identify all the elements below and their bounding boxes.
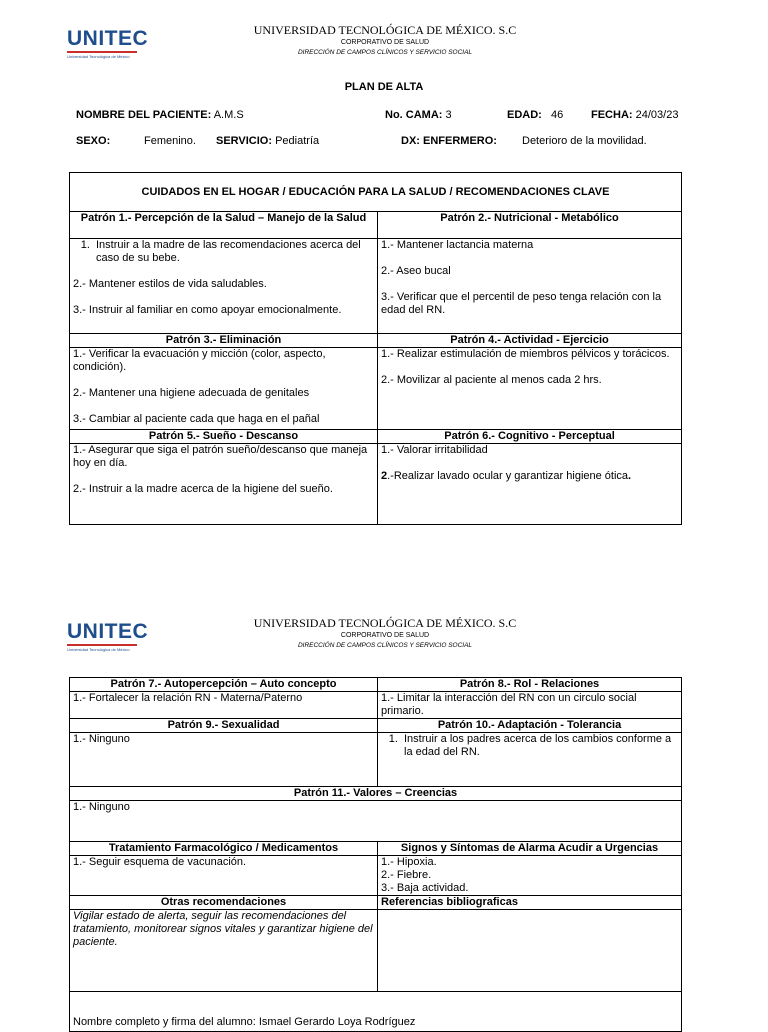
bed-field <box>385 109 452 121</box>
pattern-2-item-2: 2.- Aseo bucal <box>381 265 451 277</box>
alarm-signs-title: Signos y Síntomas de Alarma Acudir a Urgencias <box>378 842 682 856</box>
sex-value-field <box>144 135 196 147</box>
pattern-6-content <box>378 444 682 525</box>
age-value: 46 <box>551 109 564 121</box>
pattern-11-item-1: 1.- Ninguno <box>73 801 130 813</box>
pattern-6-item-2-number: 2 <box>381 470 388 482</box>
dx-label-field <box>401 135 497 147</box>
logo-subtitle: Universidad Tecnológica de México <box>67 54 130 59</box>
pattern-3-item-3: 3.- Cambiar al paciente cada que haga en el pañal <box>73 413 320 425</box>
pattern-4-item-1: 1.- Realizar estimulación de miembros pélvicos y torácicos. <box>381 348 670 360</box>
pattern-5-item-2: 2.- Instruir a la madre acerca de la higiene del sueño. <box>73 483 333 495</box>
bed-label: No. CAMA: <box>385 109 443 121</box>
care-plan-table <box>69 172 682 525</box>
direction-name: DIRECCIÓN DE CAMPOS CLÍNICOS Y SERVICIO SOCIAL <box>297 642 473 649</box>
pattern-8-title: Patrón 8.- Rol - Relaciones <box>378 678 682 692</box>
pattern-10-title: Patrón 10.- Adaptación - Tolerancia <box>378 719 682 733</box>
references-content <box>378 910 682 992</box>
pattern-10-content <box>378 733 682 787</box>
pattern-1-content <box>70 239 378 334</box>
pattern-1-item-1: 1. Instruir a la madre de las recomendaciones acerca del caso de su bebe. <box>93 239 374 265</box>
bed-value: 3 <box>445 109 452 121</box>
document-header-page-2 <box>200 616 570 650</box>
logo-wordmark: UNITEC <box>67 27 149 50</box>
pattern-7-title: Patrón 7.- Autopercepción – Auto concepto <box>70 678 378 692</box>
treatment-content <box>70 856 378 896</box>
service-label: SERVICIO: <box>216 135 273 147</box>
care-plan-table-page-2 <box>69 677 682 1032</box>
date-label: FECHA: <box>591 109 633 121</box>
pattern-4-content <box>378 348 682 430</box>
pattern-7-item-1: 1.- Fortalecer la relación RN - Materna/Paterno <box>73 692 303 704</box>
document-header <box>200 23 570 57</box>
pattern-6-item-2 <box>381 470 678 483</box>
sex-value: Femenino. <box>144 135 196 147</box>
university-name: UNIVERSIDAD TECNOLÓGICA DE MÉXICO. S.C <box>253 616 517 630</box>
treatment-title: Tratamiento Farmacológico / Medicamentos <box>70 842 378 856</box>
age-field <box>507 109 563 121</box>
dx-value-field <box>522 135 647 147</box>
pattern-1-item-2: 2.- Mantener estilos de vida saludables. <box>73 278 267 290</box>
pattern-6-item-2-end: . <box>628 470 632 482</box>
dx-value: Deterioro de la movilidad. <box>522 135 647 147</box>
other-recommendations-title: Otras recomendaciones <box>70 896 378 910</box>
pattern-9-item-1: 1.- Ninguno <box>73 733 130 745</box>
pattern-3-item-1: 1.- Verificar la evacuación y micción (color, aspecto, condición). <box>73 348 326 373</box>
pattern-7-content <box>70 692 378 719</box>
treatment-item-1: 1.- Seguir esquema de vacunación. <box>73 856 247 868</box>
patient-name-label: NOMBRE DEL PACIENTE: <box>76 109 212 121</box>
sex-label: SEXO: <box>76 135 111 147</box>
logo-wordmark: UNITEC <box>67 620 149 643</box>
sex-label-field <box>76 135 110 147</box>
university-name: UNIVERSIDAD TECNOLÓGICA DE MÉXICO. S.C <box>253 23 517 37</box>
service-value: Pediatría <box>275 135 320 147</box>
pattern-3-content <box>70 348 378 430</box>
care-table-title: CUIDADOS EN EL HOGAR / EDUCACIÓN PARA LA SALUD / RECOMENDACIONES CLAVE <box>70 173 682 212</box>
pattern-3-item-2: 2.- Mantener una higiene adecuada de genitales <box>73 387 310 399</box>
pattern-4-item-2: 2.- Movilizar al paciente al menos cada 2 hrs. <box>381 374 602 386</box>
pattern-5-content <box>70 444 378 525</box>
other-recommendations-content: Vigilar estado de alerta, seguir las recomendaciones del tratamiento, monitorear signos vitales y garantizar higiene del paciente. <box>70 910 378 992</box>
pattern-9-title: Patrón 9.- Sexualidad <box>70 719 378 733</box>
pattern-8-content <box>378 692 682 719</box>
patient-name-value: A.M.S <box>213 109 244 121</box>
date-field <box>591 109 678 121</box>
logo-underline <box>67 51 137 53</box>
date-value: 24/03/23 <box>635 109 679 121</box>
patient-name-field <box>76 109 244 121</box>
dx-label: DX: ENFERMERO: <box>401 135 497 147</box>
service-field <box>216 135 319 147</box>
unitec-logo <box>67 27 149 59</box>
pattern-6-item-2-text: .-Realizar lavado ocular y garantizar higiene ótica <box>387 470 629 482</box>
pattern-9-content <box>70 733 378 787</box>
logo-underline <box>67 644 137 646</box>
alarm-item-2: 2.- Fiebre. <box>381 869 432 881</box>
alarm-signs-content <box>378 856 682 896</box>
age-label: EDAD: <box>507 109 542 121</box>
pattern-8-item-1: 1.- Limitar la interacción del RN con un circulo social primario. <box>381 692 637 717</box>
corporate-name: CORPORATIVO DE SALUD <box>340 39 430 46</box>
pattern-3-title: Patrón 3.- Eliminación <box>70 334 378 348</box>
unitec-logo-page-2 <box>67 620 149 652</box>
pattern-2-title: Patrón 2.- Nutricional - Metabólico <box>378 212 682 239</box>
pattern-4-title: Patrón 4.- Actividad - Ejercicio <box>378 334 682 348</box>
references-title: Referencias bibliograficas <box>378 896 682 910</box>
logo-subtitle: Universidad Tecnológica de México <box>67 647 130 652</box>
pattern-2-item-3: 3.- Verificar que el percentil de peso tenga relación con la edad del RN. <box>381 291 662 316</box>
pattern-11-title: Patrón 11.- Valores – Creencias <box>70 787 682 801</box>
alarm-item-1: 1.- Hipoxia. <box>381 856 437 868</box>
pattern-5-item-1: 1.- Asegurar que siga el patrón sueño/descanso que maneja hoy en día. <box>73 444 368 469</box>
pattern-10-item-1: 1. Instruir a los padres acerca de los cambios conforme a la edad del RN. <box>401 733 678 759</box>
pattern-1-title: Patrón 1.- Percepción de la Salud – Manejo de la Salud <box>70 212 378 239</box>
corporate-name: CORPORATIVO DE SALUD <box>340 632 430 639</box>
pattern-2-item-1: 1.- Mantener lactancia materna <box>381 239 534 251</box>
pattern-5-title: Patrón 5.- Sueño - Descanso <box>70 430 378 444</box>
pattern-6-item-1: 1.- Valorar irritabilidad <box>381 444 488 456</box>
alarm-item-3: 3.- Baja actividad. <box>381 882 469 894</box>
pattern-11-content <box>70 801 682 842</box>
direction-name: DIRECCIÓN DE CAMPOS CLÍNICOS Y SERVICIO SOCIAL <box>297 49 473 56</box>
plan-title: PLAN DE ALTA <box>344 81 424 93</box>
pattern-6-title: Patrón 6.- Cognitivo - Perceptual <box>378 430 682 444</box>
student-signature: Nombre completo y firma del alumno: Ismael Gerardo Loya Rodríguez <box>70 992 682 1032</box>
pattern-1-item-3: 3.- Instruir al familiar en como apoyar emocionalmente. <box>73 304 342 316</box>
pattern-2-content <box>378 239 682 334</box>
